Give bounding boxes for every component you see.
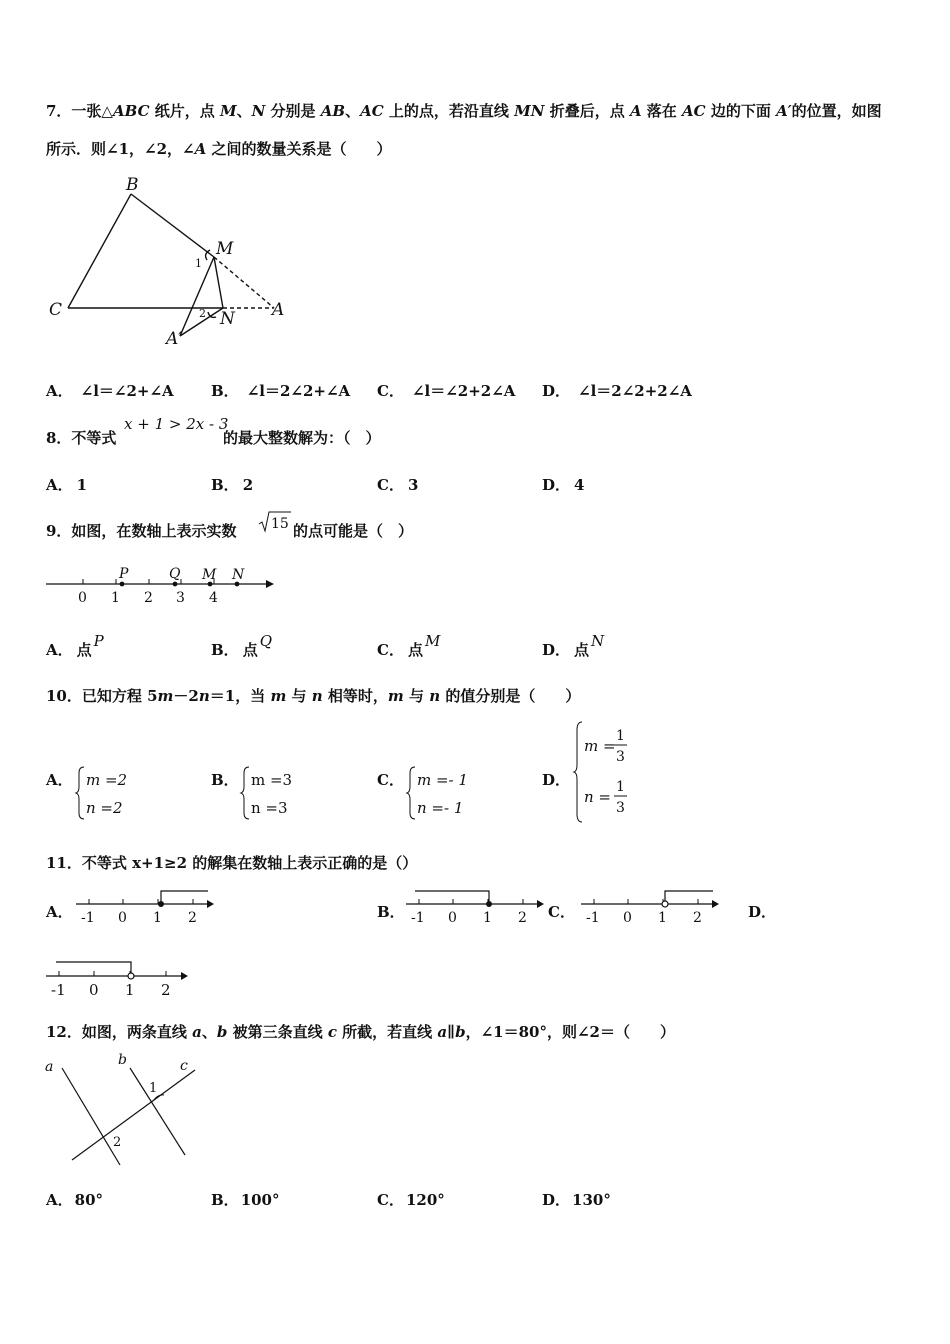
label-c: c (180, 1058, 188, 1074)
line-a (62, 1068, 120, 1165)
q7-option-b[interactable]: B． ∠l＝2∠2+∠A (211, 382, 351, 400)
q11-option-c[interactable]: C． (548, 903, 575, 921)
q9-number-line (44, 562, 280, 608)
q12-option-a[interactable]: A． 80° (46, 1191, 104, 1209)
q8-inequality: x + 1 > 2x - 3 (124, 415, 229, 433)
q12-option-c[interactable]: C． 120° (377, 1191, 445, 1209)
q12-parallel-lines-figure (40, 1050, 210, 1170)
svg-text:0: 0 (118, 910, 127, 926)
tick-0: 0 (78, 590, 87, 606)
q11-option-c-line (579, 886, 723, 928)
q7-label-C: C (49, 300, 63, 320)
q10-option-d-system (574, 720, 644, 824)
q10-option-d[interactable]: D． (542, 771, 571, 789)
label-b: b (118, 1052, 127, 1068)
q9-option-a[interactable]: A． 点 P (46, 632, 104, 659)
q9-option-d[interactable]: D． 点 N (542, 632, 605, 659)
svg-text:2: 2 (188, 910, 197, 926)
q11-option-d[interactable]: D． (748, 903, 777, 921)
eq2: n =2 (86, 799, 123, 817)
q10-option-c-system (407, 765, 497, 821)
q7-label-N: N (220, 309, 235, 329)
q7-option-d[interactable]: D． ∠l＝2∠2+2∠A (542, 382, 692, 400)
label-M: M (202, 567, 217, 583)
svg-text:1: 1 (125, 981, 135, 999)
svg-text:0: 0 (623, 910, 632, 926)
eq1: m =2 (86, 771, 128, 789)
q7-label-2: 2 (199, 307, 206, 320)
svg-text:-1: -1 (51, 981, 66, 999)
num1: 1 (616, 728, 625, 744)
q9-sqrt-15 (258, 509, 292, 535)
q11-option-d-line (44, 956, 194, 1000)
brace (574, 722, 582, 822)
eq1: m =3 (251, 771, 293, 789)
q7-option-a[interactable]: A． ∠l＝∠2+∠A (46, 382, 174, 400)
q8-option-d[interactable]: D． 4 (542, 476, 585, 494)
q7-stem-line2: 所示．则∠1，∠2，∠A 之间的数量关系是（ ） (46, 140, 392, 158)
q9-option-c[interactable]: C． 点 M (377, 632, 441, 659)
q10-option-c[interactable]: C． (377, 771, 404, 789)
q7-label-A: A (272, 300, 285, 320)
radicand: 15 (271, 516, 289, 532)
svg-text:0: 0 (448, 910, 457, 926)
q7-triangle-figure (40, 172, 300, 352)
q8-stem-a: 8．不等式 (46, 429, 117, 447)
tick-2: 2 (144, 590, 153, 606)
svg-text:-1: -1 (81, 910, 95, 926)
num2: 1 (616, 779, 625, 795)
svg-text:1: 1 (153, 910, 162, 926)
tick-1: 1 (111, 590, 120, 606)
q12-stem: 12．如图，两条直线 a、b 被第三条直线 c 所截，若直线 a∥b，∠1＝80°，则∠2＝（ ） (46, 1023, 675, 1041)
q7-segment-BM (131, 194, 214, 257)
q7-option-c[interactable]: C． ∠l＝∠2+2∠A (377, 382, 516, 400)
q12-option-b[interactable]: B． 100° (211, 1191, 280, 1209)
brace (407, 767, 415, 819)
label-2: 2 (113, 1135, 122, 1150)
q10-option-a-system (76, 765, 156, 821)
q9-stem-a: 9．如图，在数轴上表示实数 (46, 522, 237, 540)
svg-text:2: 2 (161, 981, 171, 999)
q11-option-a-line (74, 886, 218, 928)
q11-option-b[interactable]: B． (377, 903, 405, 921)
q7-dashed-MA (214, 257, 274, 308)
svg-text:-1: -1 (586, 910, 600, 926)
eq2: n = (584, 788, 611, 806)
eq2: n =3 (251, 799, 288, 817)
q7-label-B: B (126, 175, 139, 195)
q11-option-a[interactable]: A． (46, 903, 73, 921)
q7-label-M: M (216, 239, 234, 259)
q10-stem: 10．已知方程 5m－2n＝1，当 m 与 n 相等时，m 与 n 的值分别是（ ） (46, 687, 581, 705)
q8-option-b[interactable]: B． 2 (211, 476, 254, 494)
q8-option-a[interactable]: A． 1 (46, 476, 88, 494)
eq1: m =- 1 (417, 771, 468, 789)
label-P: P (119, 566, 129, 582)
q7-segment-MN (214, 257, 223, 308)
q9-stem-b: 的点可能是（ ） (293, 522, 414, 540)
point-Q (173, 582, 178, 587)
svg-text:2: 2 (693, 910, 702, 926)
q7-label-1: 1 (195, 257, 202, 270)
svg-text:2: 2 (518, 910, 527, 926)
axis-arrow (266, 580, 274, 588)
q9-option-b[interactable]: B． 点 Q (211, 632, 273, 659)
q8-stem-b: 的最大整数解为：（ ） (223, 429, 381, 447)
brace (241, 767, 249, 819)
q8-option-c[interactable]: C． 3 (377, 476, 419, 494)
point-P (120, 582, 125, 587)
svg-text:1: 1 (658, 910, 667, 926)
label-Q: Q (169, 566, 181, 582)
q7-segment-CB (68, 194, 131, 308)
brace (76, 767, 84, 819)
svg-text:0: 0 (89, 981, 99, 999)
q11-option-b-line (404, 886, 548, 928)
q10-option-a[interactable]: A． (46, 771, 73, 789)
tick-3: 3 (176, 590, 185, 606)
label-a: a (45, 1059, 54, 1075)
den1: 3 (616, 749, 625, 765)
svg-text:1: 1 (483, 910, 492, 926)
den2: 3 (616, 800, 625, 816)
svg-text:-1: -1 (411, 910, 425, 926)
eq2: n =- 1 (417, 799, 464, 817)
q7-label-Aprime: A′ (166, 329, 183, 349)
q11-stem: 11．不等式 x+1≥2 的解集在数轴上表示正确的是（） (46, 854, 418, 872)
q12-option-d[interactable]: D． 130° (542, 1191, 611, 1209)
q10-option-b[interactable]: B． (211, 771, 239, 789)
q10-option-b-system (241, 765, 321, 821)
q7-stem-line1: 7．一张△ABC 纸片，点 M、N 分别是 AB、AC 上的点，若沿直线 MN 折叠后，点 A 落在 AC 边的下面 A′的位置，如图 (46, 102, 882, 120)
tick-4: 4 (209, 590, 218, 606)
eq1: m = (584, 737, 616, 755)
label-N: N (232, 567, 245, 583)
label-1: 1 (149, 1081, 158, 1096)
